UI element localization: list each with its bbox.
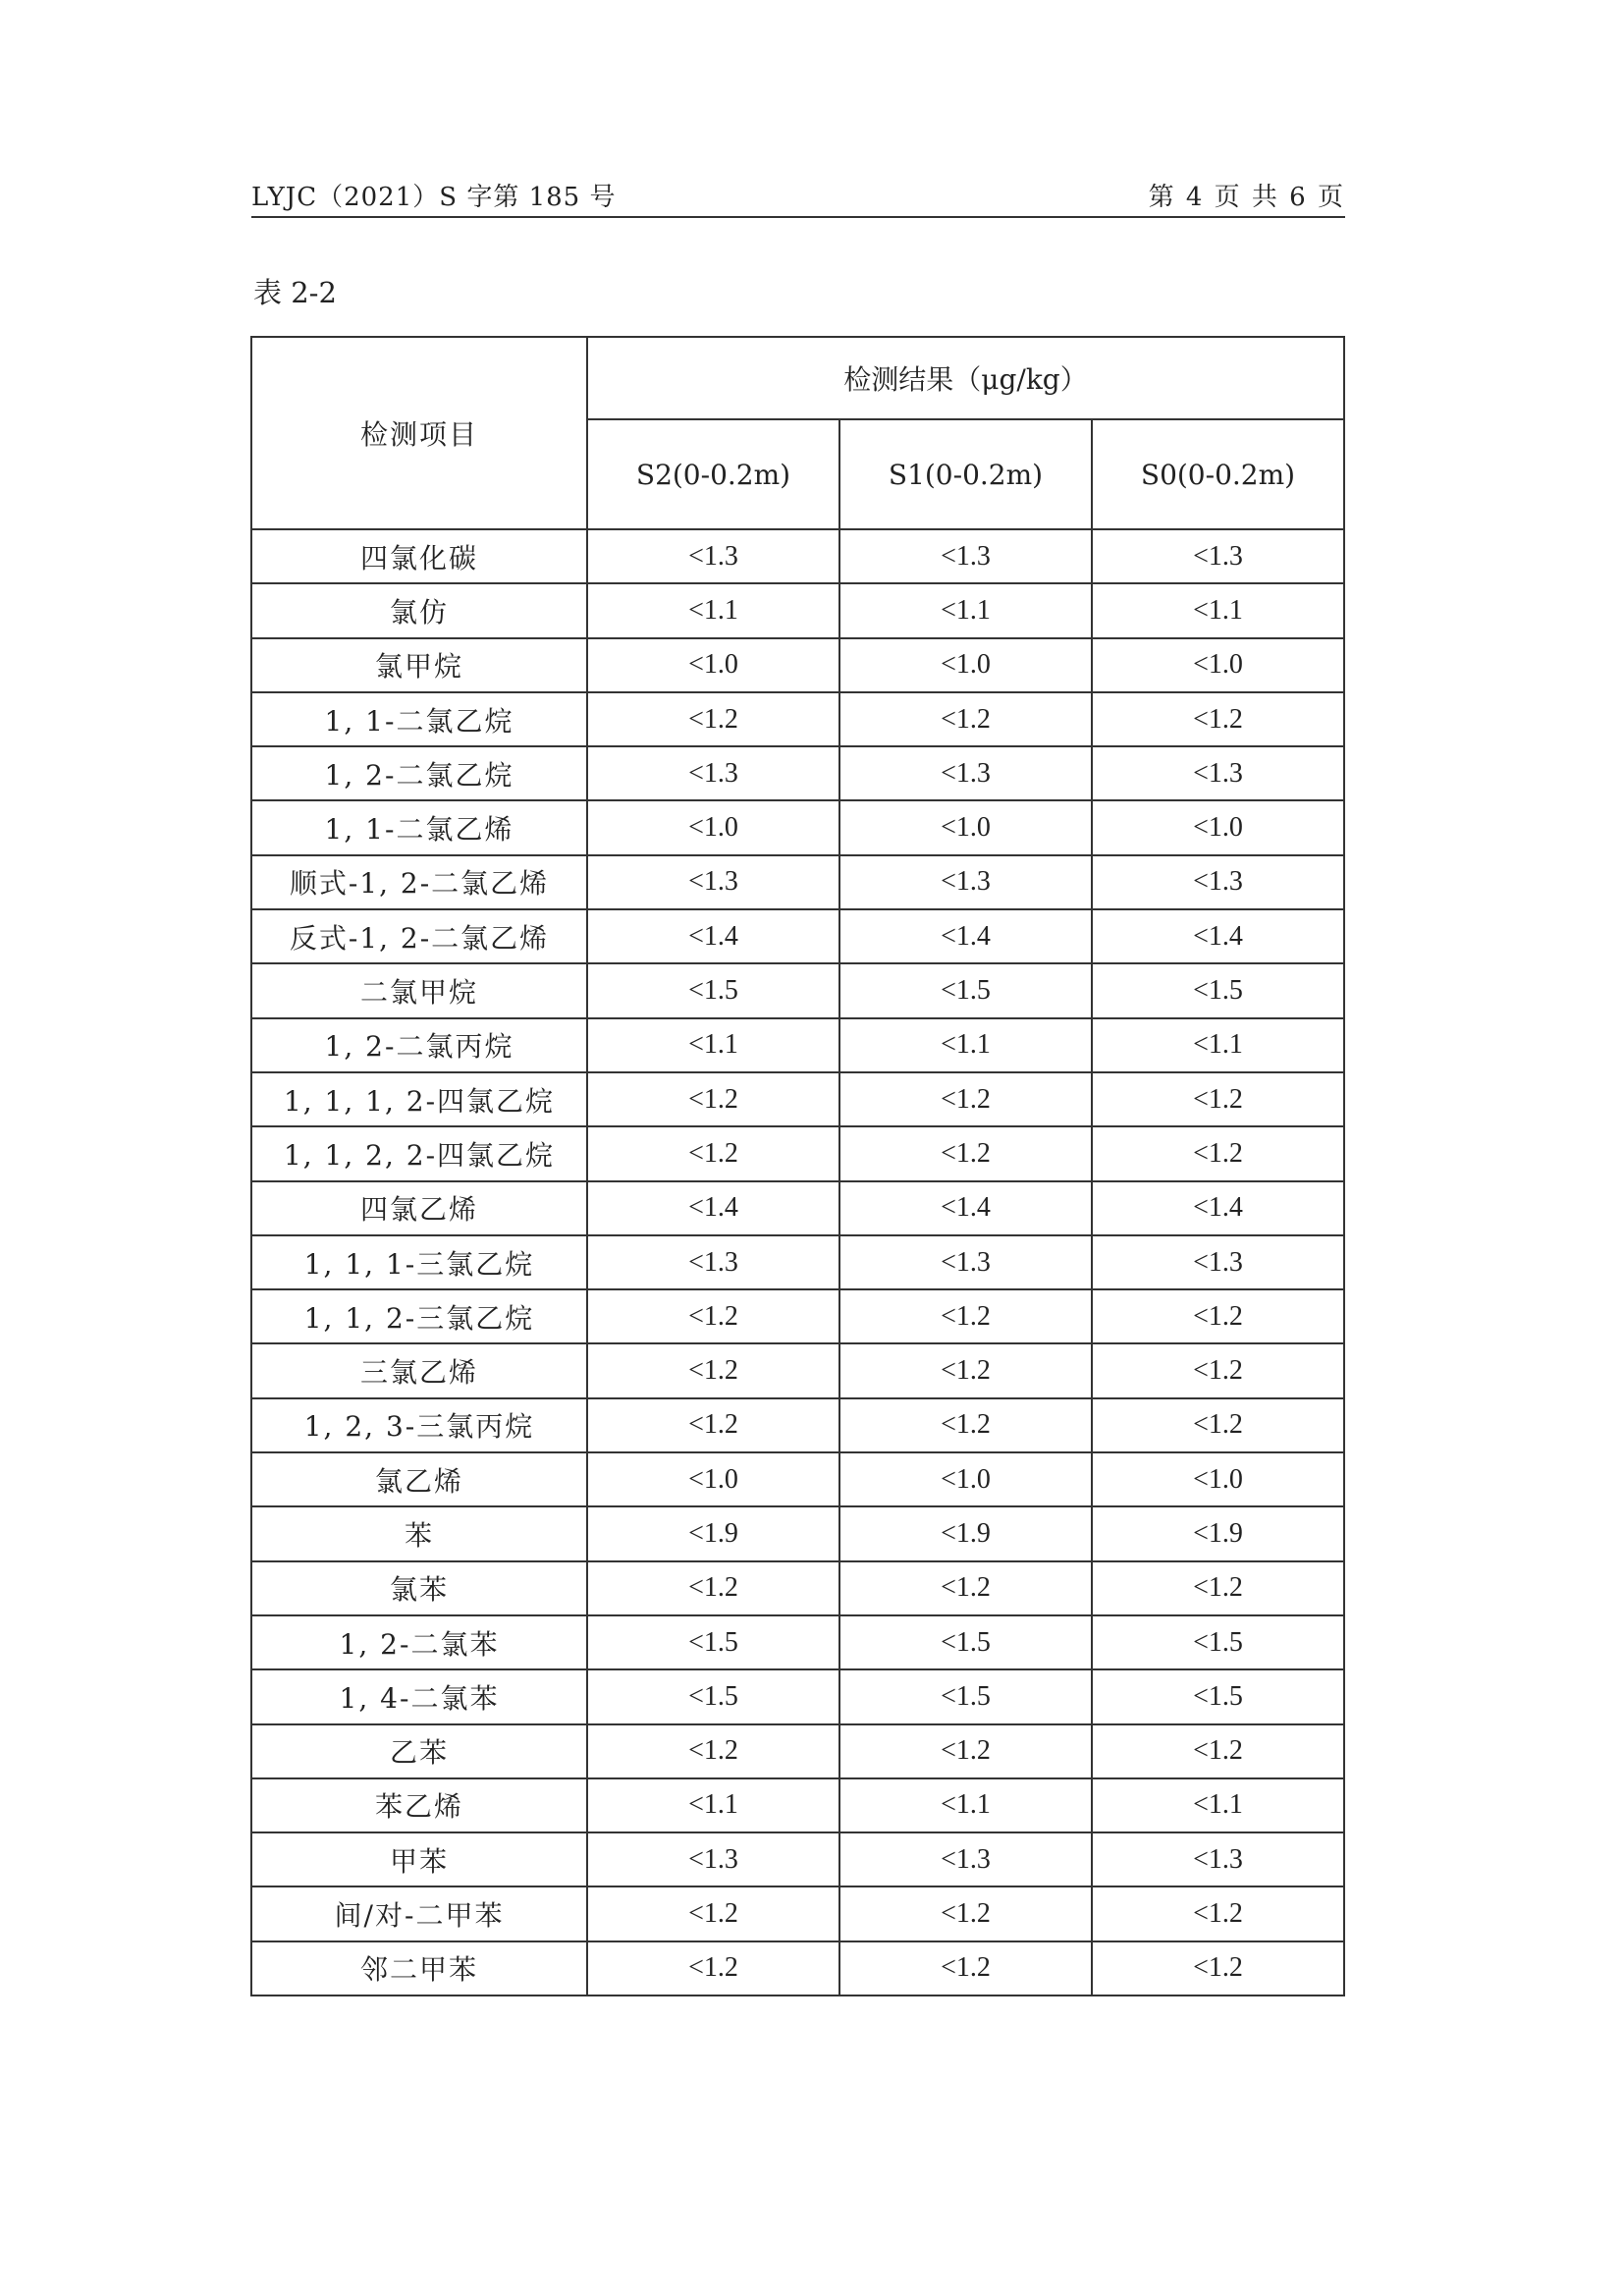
result-value-cell: <1.1 <box>1092 1018 1344 1072</box>
result-value-cell: <1.2 <box>587 1398 839 1452</box>
result-value-cell: <1.2 <box>587 1724 839 1778</box>
table-row <box>251 1235 1344 1289</box>
result-value-cell: <1.3 <box>839 1832 1092 1886</box>
result-value-cell: <1.3 <box>1092 855 1344 909</box>
result-value-cell: <1.5 <box>587 1669 839 1723</box>
table-row <box>251 638 1344 692</box>
table-row <box>251 1343 1344 1397</box>
result-value-cell: <1.4 <box>839 1181 1092 1235</box>
results-table <box>250 336 1345 1996</box>
table-body <box>251 529 1344 1995</box>
result-value-cell: <1.2 <box>839 692 1092 746</box>
item-header: 检测项目 <box>251 337 587 529</box>
result-value-cell: <1.2 <box>839 1561 1092 1615</box>
table-row <box>251 1941 1344 1995</box>
result-value-cell: <1.5 <box>839 963 1092 1017</box>
table-row <box>251 855 1344 909</box>
item-name-cell: 1, 2-二氯苯 <box>251 1615 587 1669</box>
result-value-cell: <1.9 <box>839 1506 1092 1560</box>
item-name-cell: 氯乙烯 <box>251 1452 587 1506</box>
item-name-cell: 1, 2, 3-三氯丙烷 <box>251 1398 587 1452</box>
result-value-cell: <1.2 <box>587 692 839 746</box>
result-value-cell: <1.2 <box>587 1343 839 1397</box>
result-value-cell: <1.0 <box>839 1452 1092 1506</box>
result-value-cell: <1.3 <box>587 1832 839 1886</box>
result-value-cell: <1.0 <box>587 1452 839 1506</box>
result-value-cell: <1.5 <box>1092 1669 1344 1723</box>
result-value-cell: <1.4 <box>1092 1181 1344 1235</box>
result-value-cell: <1.3 <box>587 529 839 583</box>
item-name-cell: 间/对-二甲苯 <box>251 1886 587 1941</box>
report-number: LYJC（2021）S 字第 185 号 <box>251 183 617 212</box>
result-value-cell: <1.3 <box>1092 1235 1344 1289</box>
item-name-cell: 氯甲烷 <box>251 638 587 692</box>
result-value-cell: <1.2 <box>1092 1126 1344 1180</box>
result-value-cell: <1.2 <box>1092 1886 1344 1941</box>
result-value-cell: <1.3 <box>839 529 1092 583</box>
table-row <box>251 1669 1344 1723</box>
item-name-cell: 1, 1-二氯乙烷 <box>251 692 587 746</box>
result-value-cell: <1.2 <box>839 1072 1092 1126</box>
item-name-cell: 邻二甲苯 <box>251 1941 587 1995</box>
table-row <box>251 800 1344 854</box>
result-value-cell: <1.2 <box>839 1941 1092 1995</box>
result-value-cell: <1.0 <box>587 800 839 854</box>
table-row <box>251 1724 1344 1778</box>
item-name-cell: 四氯乙烯 <box>251 1181 587 1235</box>
table-row <box>251 746 1344 800</box>
item-name-cell: 二氯甲烷 <box>251 963 587 1017</box>
page-info: 第 4 页 共 6 页 <box>1148 183 1345 212</box>
result-value-cell: <1.5 <box>587 1615 839 1669</box>
item-name-cell: 1, 1, 2, 2-四氯乙烷 <box>251 1126 587 1180</box>
table-row <box>251 1832 1344 1886</box>
result-value-cell: <1.1 <box>839 1018 1092 1072</box>
result-value-cell: <1.1 <box>587 1778 839 1832</box>
table-row <box>251 1506 1344 1560</box>
result-value-cell: <1.0 <box>1092 800 1344 854</box>
result-value-cell: <1.2 <box>839 1343 1092 1397</box>
result-value-cell: <1.3 <box>587 746 839 800</box>
item-name-cell: 1, 4-二氯苯 <box>251 1669 587 1723</box>
item-name-cell: 1, 1, 1, 2-四氯乙烷 <box>251 1072 587 1126</box>
result-value-cell: <1.5 <box>587 963 839 1017</box>
result-value-cell: <1.2 <box>1092 1343 1344 1397</box>
result-value-cell: <1.2 <box>1092 1724 1344 1778</box>
item-name-cell: 1, 1, 1-三氯乙烷 <box>251 1235 587 1289</box>
result-value-cell: <1.3 <box>1092 1832 1344 1886</box>
column-header-s2: S2(0-0.2m) <box>587 419 839 529</box>
result-value-cell: <1.1 <box>1092 583 1344 637</box>
table-row <box>251 963 1344 1017</box>
table-row <box>251 1398 1344 1452</box>
table-row <box>251 1018 1344 1072</box>
result-value-cell: <1.3 <box>1092 529 1344 583</box>
item-name-cell: 反式-1, 2-二氯乙烯 <box>251 909 587 963</box>
item-name-cell: 氯仿 <box>251 583 587 637</box>
result-value-cell: <1.2 <box>839 1126 1092 1180</box>
result-value-cell: <1.3 <box>839 746 1092 800</box>
result-value-cell: <1.5 <box>1092 963 1344 1017</box>
result-value-cell: <1.9 <box>587 1506 839 1560</box>
result-value-cell: <1.3 <box>587 1235 839 1289</box>
result-value-cell: <1.2 <box>839 1398 1092 1452</box>
result-value-cell: <1.4 <box>839 909 1092 963</box>
result-value-cell: <1.2 <box>839 1289 1092 1343</box>
result-header: 检测结果（μg/kg） <box>587 337 1344 419</box>
result-value-cell: <1.2 <box>587 1886 839 1941</box>
column-header-s1: S1(0-0.2m) <box>839 419 1092 529</box>
result-value-cell: <1.0 <box>839 638 1092 692</box>
item-name-cell: 1, 2-二氯丙烷 <box>251 1018 587 1072</box>
table-row <box>251 529 1344 583</box>
table-row <box>251 1072 1344 1126</box>
table-row <box>251 909 1344 963</box>
result-value-cell: <1.1 <box>587 583 839 637</box>
result-value-cell: <1.2 <box>587 1126 839 1180</box>
result-value-cell: <1.2 <box>587 1289 839 1343</box>
result-value-cell: <1.1 <box>839 583 1092 637</box>
table-row <box>251 1452 1344 1506</box>
result-value-cell: <1.0 <box>1092 638 1344 692</box>
result-value-cell: <1.3 <box>1092 746 1344 800</box>
item-name-cell: 1, 2-二氯乙烷 <box>251 746 587 800</box>
result-value-cell: <1.5 <box>839 1669 1092 1723</box>
item-name-cell: 四氯化碳 <box>251 529 587 583</box>
item-name-cell: 苯乙烯 <box>251 1778 587 1832</box>
result-value-cell: <1.4 <box>587 1181 839 1235</box>
result-value-cell: <1.2 <box>587 1072 839 1126</box>
result-value-cell: <1.2 <box>1092 692 1344 746</box>
item-name-cell: 顺式-1, 2-二氯乙烯 <box>251 855 587 909</box>
result-value-cell: <1.2 <box>587 1941 839 1995</box>
item-name-cell: 苯 <box>251 1506 587 1560</box>
item-name-cell: 乙苯 <box>251 1724 587 1778</box>
result-value-cell: <1.9 <box>1092 1506 1344 1560</box>
table-row <box>251 1886 1344 1941</box>
table-row <box>251 1615 1344 1669</box>
result-value-cell: <1.0 <box>587 638 839 692</box>
item-name-cell: 1, 1-二氯乙烯 <box>251 800 587 854</box>
item-name-cell: 三氯乙烯 <box>251 1343 587 1397</box>
result-value-cell: <1.0 <box>839 800 1092 854</box>
result-value-cell: <1.1 <box>1092 1778 1344 1832</box>
table-row <box>251 692 1344 746</box>
result-value-cell: <1.2 <box>1092 1398 1344 1452</box>
result-value-cell: <1.2 <box>1092 1072 1344 1126</box>
page-header <box>251 177 1345 218</box>
result-value-cell: <1.2 <box>839 1886 1092 1941</box>
result-value-cell: <1.0 <box>1092 1452 1344 1506</box>
item-name-cell: 甲苯 <box>251 1832 587 1886</box>
result-value-cell: <1.3 <box>839 1235 1092 1289</box>
item-name-cell: 1, 1, 2-三氯乙烷 <box>251 1289 587 1343</box>
table-row <box>251 1126 1344 1180</box>
table-caption: 表 2-2 <box>253 276 337 309</box>
table-row <box>251 1181 1344 1235</box>
result-value-cell: <1.1 <box>587 1018 839 1072</box>
result-value-cell: <1.2 <box>1092 1289 1344 1343</box>
table-row <box>251 1289 1344 1343</box>
result-value-cell: <1.4 <box>1092 909 1344 963</box>
table-row <box>251 1778 1344 1832</box>
result-value-cell: <1.5 <box>839 1615 1092 1669</box>
result-value-cell: <1.3 <box>839 855 1092 909</box>
result-value-cell: <1.2 <box>587 1561 839 1615</box>
result-value-cell: <1.4 <box>587 909 839 963</box>
table-row <box>251 583 1344 637</box>
result-value-cell: <1.1 <box>839 1778 1092 1832</box>
result-value-cell: <1.2 <box>839 1724 1092 1778</box>
column-header-s0: S0(0-0.2m) <box>1092 419 1344 529</box>
result-value-cell: <1.2 <box>1092 1941 1344 1995</box>
item-name-cell: 氯苯 <box>251 1561 587 1615</box>
table-row <box>251 1561 1344 1615</box>
result-value-cell: <1.3 <box>587 855 839 909</box>
result-value-cell: <1.5 <box>1092 1615 1344 1669</box>
result-value-cell: <1.2 <box>1092 1561 1344 1615</box>
